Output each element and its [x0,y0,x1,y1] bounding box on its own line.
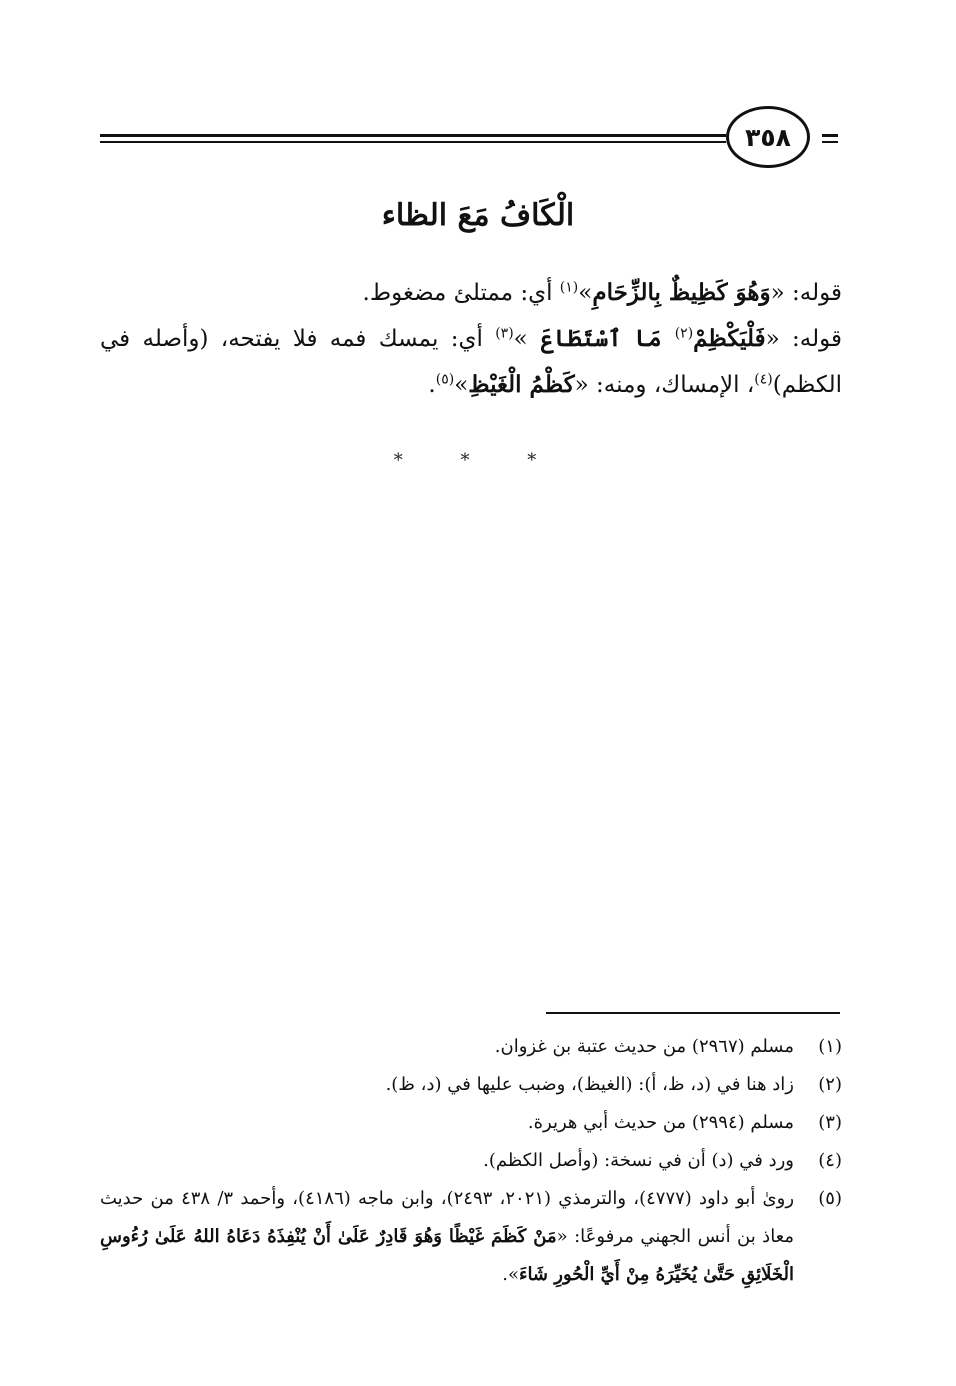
footnote-number: (٥) [818,1188,842,1209]
quote-close: » [513,326,528,352]
page-number: ٣٥٨ [726,106,810,168]
footnote-1 [100,1028,842,1066]
footnote-number: (٤) [818,1150,842,1171]
footnote-text [100,1180,794,1294]
hadith-quote: مَنْ كَظَمَ غَيْظًا وَهُوَ قَادِرٌ عَلَىٰ أَنْ يُنْفِذَهُ دَعَاهُ اللهُ عَلَىٰ رُءُوسِ الْخَلَائِقِ حَتَّىٰ يُخَيِّرَهُ مِنْ أَيِّ الْحُورِ شَاءَ [100,1226,794,1285]
entry-explanation: أي: يمسك فمه فلا يفتحه، (وأصله في الكظم) [100,326,842,398]
footnote-number: (١) [818,1036,842,1057]
footnote-4 [100,1142,842,1180]
quoted-text: مَا ٱسْتَطَاعَ [527,325,675,352]
footnote-text-part: روىٰ أبو داود (٤٧٧٧)، والترمذي (٢٠٢١، ٢٤٩٣)، وابن ماجه (٤١٨٦)، وأحمد ٣/ ٤٣٨ من حديث معاذ بن أنس الجهني مرفوعًا: « [100,1188,795,1247]
footnote-text: مسلم (٢٩٦٧) من حديث عتبة بن غزوان. [494,1036,794,1057]
quote-close: » [578,280,593,306]
footnote-3 [100,1104,842,1142]
footnote-ref[interactable]: (١) [559,279,579,296]
entry-explanation: أي: ممتلئ مضغوط. [362,280,560,306]
header-rule-bottom [100,141,726,143]
quote-close: » [454,372,469,398]
quoted-text: كَظْمُ الْغَيْظِ [468,371,575,398]
header-rule-right-top [822,134,838,137]
entry-explanation: ، الإمساك، ومنه: « [574,372,755,398]
section-title: الْكَافُ مَعَ الظاء [381,198,575,233]
footnote-text-end: ». [502,1264,519,1285]
entry-lead: قوله: « [765,326,842,352]
entry-2 [100,316,842,408]
page-header [0,104,956,174]
footnote-number: (٢) [818,1074,842,1095]
footnote-ref[interactable]: (٣) [495,325,514,342]
footnote-5 [100,1180,842,1294]
footnote-text: زاد هنا في (د، ظ، أ): (الغيظ)، وضبب عليها في (د، ظ). [385,1074,794,1095]
entry-end: . [428,372,436,398]
quoted-text: فَلْيَكْظِمْ [693,325,766,352]
footnote-ref[interactable]: (٢) [674,325,694,342]
footnote-ref[interactable]: (٤) [754,371,773,388]
footnote-text: مسلم (٢٩٩٤) من حديث أبي هريرة. [527,1112,794,1133]
entry-1 [100,270,842,316]
footnotes [100,1028,842,1294]
footnote-ref[interactable]: (٥) [435,371,455,388]
footnote-2 [100,1066,842,1104]
footnote-number: (٣) [818,1112,842,1133]
footnote-text: ورد في (د) أن في نسخة: (وأصل الكظم). [483,1150,794,1171]
entry-lead: قوله: « [770,280,842,306]
main-text [100,270,842,408]
header-rule-right-bottom [822,141,838,143]
section-separator: * * * [393,450,563,471]
quoted-text: وَهُوَ كَظِيظٌ بِالزِّحَامِ [592,279,771,306]
footnote-divider [546,1012,840,1014]
header-rule-top [100,134,726,137]
